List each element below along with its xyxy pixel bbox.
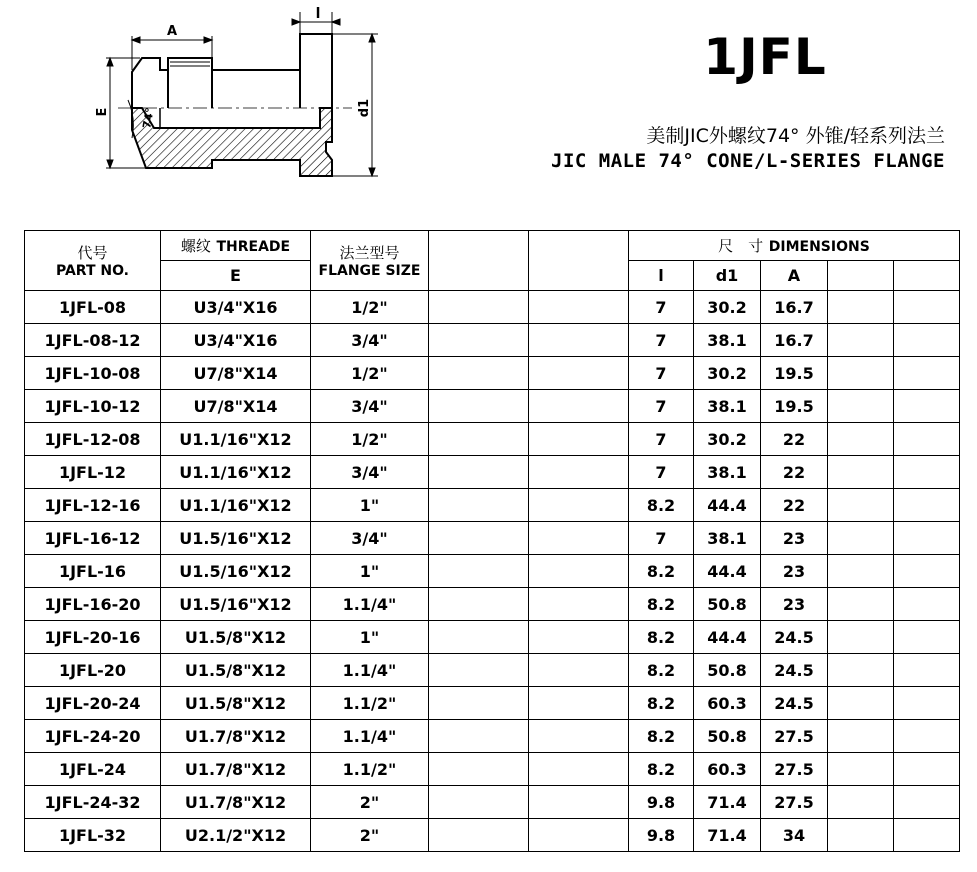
table-row	[25, 522, 960, 555]
cell-blank	[894, 522, 960, 555]
cell-blank	[529, 456, 629, 489]
cell-d1: 50.8	[694, 654, 761, 687]
cell-blank	[429, 720, 529, 753]
cell-blank	[894, 555, 960, 588]
cell-d1: 44.4	[694, 489, 761, 522]
cell-d1: 38.1	[694, 456, 761, 489]
cell-l: 7	[629, 357, 694, 390]
cell-part: 1JFL-16-12	[25, 522, 161, 555]
header-dim-blank-2	[894, 261, 960, 291]
subtitle-english: JIC MALE 74° CONE/L-SERIES FLANGE	[551, 150, 945, 172]
specification-table	[24, 230, 960, 852]
cell-blank	[894, 456, 960, 489]
cell-blank	[894, 390, 960, 423]
cell-blank	[894, 423, 960, 456]
cell-l: 9.8	[629, 819, 694, 852]
header-dim-d1: d1	[694, 261, 761, 291]
cell-a: 24.5	[761, 621, 828, 654]
cell-part: 1JFL-32	[25, 819, 161, 852]
cell-blank	[429, 555, 529, 588]
cell-blank	[529, 786, 629, 819]
cell-flange: 1.1/4"	[311, 720, 429, 753]
cell-flange: 1/2"	[311, 291, 429, 324]
cell-thread: U1.5/16"X12	[161, 522, 311, 555]
cell-d1: 44.4	[694, 621, 761, 654]
cell-l: 8.2	[629, 489, 694, 522]
table-row	[25, 753, 960, 786]
cell-blank	[828, 522, 894, 555]
cell-part: 1JFL-08	[25, 291, 161, 324]
cell-a: 34	[761, 819, 828, 852]
table-row	[25, 654, 960, 687]
cell-blank	[828, 357, 894, 390]
cell-blank	[429, 390, 529, 423]
cell-blank	[828, 753, 894, 786]
header-blank-1	[429, 231, 529, 291]
label-l: l	[315, 6, 321, 22]
cell-l: 8.2	[629, 621, 694, 654]
header-dim-blank-1	[828, 261, 894, 291]
cell-blank	[894, 621, 960, 654]
cell-blank	[894, 720, 960, 753]
cell-d1: 38.1	[694, 522, 761, 555]
header-dim-a: A	[761, 261, 828, 291]
cell-blank	[828, 489, 894, 522]
cell-a: 24.5	[761, 687, 828, 720]
cell-flange: 1.1/4"	[311, 588, 429, 621]
cell-blank	[828, 456, 894, 489]
cell-blank	[828, 786, 894, 819]
cell-blank	[529, 654, 629, 687]
cell-blank	[429, 522, 529, 555]
dimension-a	[132, 36, 212, 70]
table-row	[25, 819, 960, 852]
cell-blank	[429, 621, 529, 654]
cell-flange: 3/4"	[311, 390, 429, 423]
cell-l: 8.2	[629, 654, 694, 687]
cell-flange: 1"	[311, 621, 429, 654]
cell-thread: U2.1/2"X12	[161, 819, 311, 852]
cell-blank	[894, 753, 960, 786]
subtitle-chinese: 美制JIC外螺纹74° 外锥/轻系列法兰	[646, 125, 945, 147]
product-code-title: 1JFL	[703, 28, 827, 86]
cell-blank	[828, 621, 894, 654]
cell-a: 19.5	[761, 390, 828, 423]
cell-blank	[828, 720, 894, 753]
section-hatch	[132, 108, 332, 176]
cell-d1: 60.3	[694, 753, 761, 786]
cell-blank	[894, 324, 960, 357]
cell-thread: U3/4"X16	[161, 324, 311, 357]
cell-blank	[529, 390, 629, 423]
cell-l: 7	[629, 423, 694, 456]
cell-blank	[429, 819, 529, 852]
cell-blank	[828, 291, 894, 324]
cell-thread: U1.1/16"X12	[161, 456, 311, 489]
cell-a: 22	[761, 489, 828, 522]
cell-blank	[894, 291, 960, 324]
cell-thread: U1.5/16"X12	[161, 555, 311, 588]
table-row	[25, 291, 960, 324]
fitting-drawing	[0, 0, 420, 200]
cell-blank	[429, 423, 529, 456]
cell-flange: 3/4"	[311, 522, 429, 555]
header-dim-l: l	[629, 261, 694, 291]
cell-blank	[429, 687, 529, 720]
cell-part: 1JFL-20	[25, 654, 161, 687]
cell-thread: U1.5/16"X12	[161, 588, 311, 621]
cell-thread: U1.5/8"X12	[161, 687, 311, 720]
cell-part: 1JFL-10-12	[25, 390, 161, 423]
cell-a: 19.5	[761, 357, 828, 390]
cell-flange: 1.1/2"	[311, 753, 429, 786]
cell-thread: U1.5/8"X12	[161, 621, 311, 654]
cell-thread: U3/4"X16	[161, 291, 311, 324]
cell-blank	[894, 819, 960, 852]
cell-blank	[529, 522, 629, 555]
cell-part: 1JFL-20-24	[25, 687, 161, 720]
cell-blank	[894, 357, 960, 390]
label-a: A	[166, 24, 178, 39]
cell-blank	[529, 423, 629, 456]
cell-blank	[429, 654, 529, 687]
cell-blank	[529, 687, 629, 720]
cell-part: 1JFL-10-08	[25, 357, 161, 390]
cell-part: 1JFL-20-16	[25, 621, 161, 654]
cell-d1: 71.4	[694, 819, 761, 852]
cell-d1: 30.2	[694, 291, 761, 324]
table-row	[25, 786, 960, 819]
cell-d1: 30.2	[694, 357, 761, 390]
cell-flange: 1/2"	[311, 357, 429, 390]
cell-part: 1JFL-12-08	[25, 423, 161, 456]
cell-l: 7	[629, 456, 694, 489]
cell-blank	[529, 291, 629, 324]
header-row-1	[25, 231, 960, 261]
cell-blank	[429, 786, 529, 819]
cell-a: 23	[761, 522, 828, 555]
cell-thread: U1.7/8"X12	[161, 753, 311, 786]
cell-part: 1JFL-24-32	[25, 786, 161, 819]
table-row	[25, 390, 960, 423]
cell-flange: 3/4"	[311, 456, 429, 489]
cell-blank	[429, 291, 529, 324]
cell-part: 1JFL-12	[25, 456, 161, 489]
cell-flange: 1/2"	[311, 423, 429, 456]
cell-thread: U1.7/8"X12	[161, 786, 311, 819]
cell-d1: 50.8	[694, 588, 761, 621]
cell-blank	[429, 753, 529, 786]
cell-flange: 2"	[311, 786, 429, 819]
table-row	[25, 357, 960, 390]
cell-l: 8.2	[629, 720, 694, 753]
cell-blank	[894, 687, 960, 720]
cell-blank	[429, 588, 529, 621]
table-row	[25, 588, 960, 621]
table-row	[25, 324, 960, 357]
header-part: 代号 PART NO.	[25, 231, 161, 291]
cell-thread: U7/8"X14	[161, 357, 311, 390]
cell-l: 9.8	[629, 786, 694, 819]
header-thread: 螺纹 THREADE	[161, 231, 311, 261]
cell-d1: 50.8	[694, 720, 761, 753]
cell-blank	[529, 588, 629, 621]
header-dimensions: 尺 寸 DIMENSIONS	[629, 231, 960, 261]
cell-blank	[828, 687, 894, 720]
cell-d1: 30.2	[694, 423, 761, 456]
cell-d1: 60.3	[694, 687, 761, 720]
cell-blank	[894, 654, 960, 687]
cell-flange: 2"	[311, 819, 429, 852]
cell-l: 8.2	[629, 555, 694, 588]
table-row	[25, 687, 960, 720]
cell-blank	[529, 819, 629, 852]
thread-lines	[170, 62, 210, 66]
cell-blank	[529, 720, 629, 753]
table-row	[25, 555, 960, 588]
table-row	[25, 621, 960, 654]
cell-a: 16.7	[761, 324, 828, 357]
cell-d1: 38.1	[694, 324, 761, 357]
cell-a: 24.5	[761, 654, 828, 687]
table-row	[25, 720, 960, 753]
cell-thread: U1.1/16"X12	[161, 489, 311, 522]
label-angle: 74°	[140, 106, 157, 130]
cell-thread: U7/8"X14	[161, 390, 311, 423]
cell-blank	[828, 588, 894, 621]
cell-blank	[429, 489, 529, 522]
cell-part: 1JFL-16-20	[25, 588, 161, 621]
cell-d1: 71.4	[694, 786, 761, 819]
cell-blank	[828, 555, 894, 588]
cell-blank	[894, 786, 960, 819]
header-blank-2	[529, 231, 629, 291]
table-row	[25, 489, 960, 522]
label-d1: d1	[357, 98, 372, 118]
cell-a: 16.7	[761, 291, 828, 324]
cell-part: 1JFL-12-16	[25, 489, 161, 522]
header-flange: 法兰型号 FLANGE SIZE	[311, 231, 429, 291]
cell-blank	[529, 324, 629, 357]
cell-flange: 3/4"	[311, 324, 429, 357]
cell-part: 1JFL-24-20	[25, 720, 161, 753]
cell-a: 22	[761, 423, 828, 456]
cell-d1: 38.1	[694, 390, 761, 423]
cell-blank	[828, 324, 894, 357]
cell-blank	[894, 489, 960, 522]
cell-blank	[828, 654, 894, 687]
cell-blank	[529, 621, 629, 654]
cell-l: 8.2	[629, 588, 694, 621]
cell-thread: U1.5/8"X12	[161, 654, 311, 687]
cell-part: 1JFL-24	[25, 753, 161, 786]
cell-blank	[529, 357, 629, 390]
cell-flange: 1"	[311, 555, 429, 588]
cell-a: 22	[761, 456, 828, 489]
cell-blank	[529, 555, 629, 588]
cell-l: 8.2	[629, 687, 694, 720]
cell-blank	[894, 588, 960, 621]
cell-blank	[429, 324, 529, 357]
cell-blank	[529, 489, 629, 522]
label-e: E	[95, 107, 110, 117]
cell-flange: 1.1/4"	[311, 654, 429, 687]
cell-l: 7	[629, 291, 694, 324]
cell-flange: 1"	[311, 489, 429, 522]
cell-flange: 1.1/2"	[311, 687, 429, 720]
cell-thread: U1.7/8"X12	[161, 720, 311, 753]
cell-thread: U1.1/16"X12	[161, 423, 311, 456]
cell-l: 7	[629, 522, 694, 555]
cell-blank	[529, 753, 629, 786]
cell-blank	[828, 390, 894, 423]
cell-part: 1JFL-08-12	[25, 324, 161, 357]
cell-blank	[828, 819, 894, 852]
cell-blank	[429, 357, 529, 390]
cell-a: 23	[761, 555, 828, 588]
cell-l: 8.2	[629, 753, 694, 786]
table-row	[25, 456, 960, 489]
header-thread-sub: E	[161, 261, 311, 291]
cell-l: 7	[629, 324, 694, 357]
cell-d1: 44.4	[694, 555, 761, 588]
upper-outline	[132, 34, 332, 108]
cell-a: 23	[761, 588, 828, 621]
table-row	[25, 423, 960, 456]
cell-a: 27.5	[761, 753, 828, 786]
cell-part: 1JFL-16	[25, 555, 161, 588]
cell-a: 27.5	[761, 720, 828, 753]
cell-blank	[828, 423, 894, 456]
cell-l: 7	[629, 390, 694, 423]
cell-a: 27.5	[761, 786, 828, 819]
cell-blank	[429, 456, 529, 489]
